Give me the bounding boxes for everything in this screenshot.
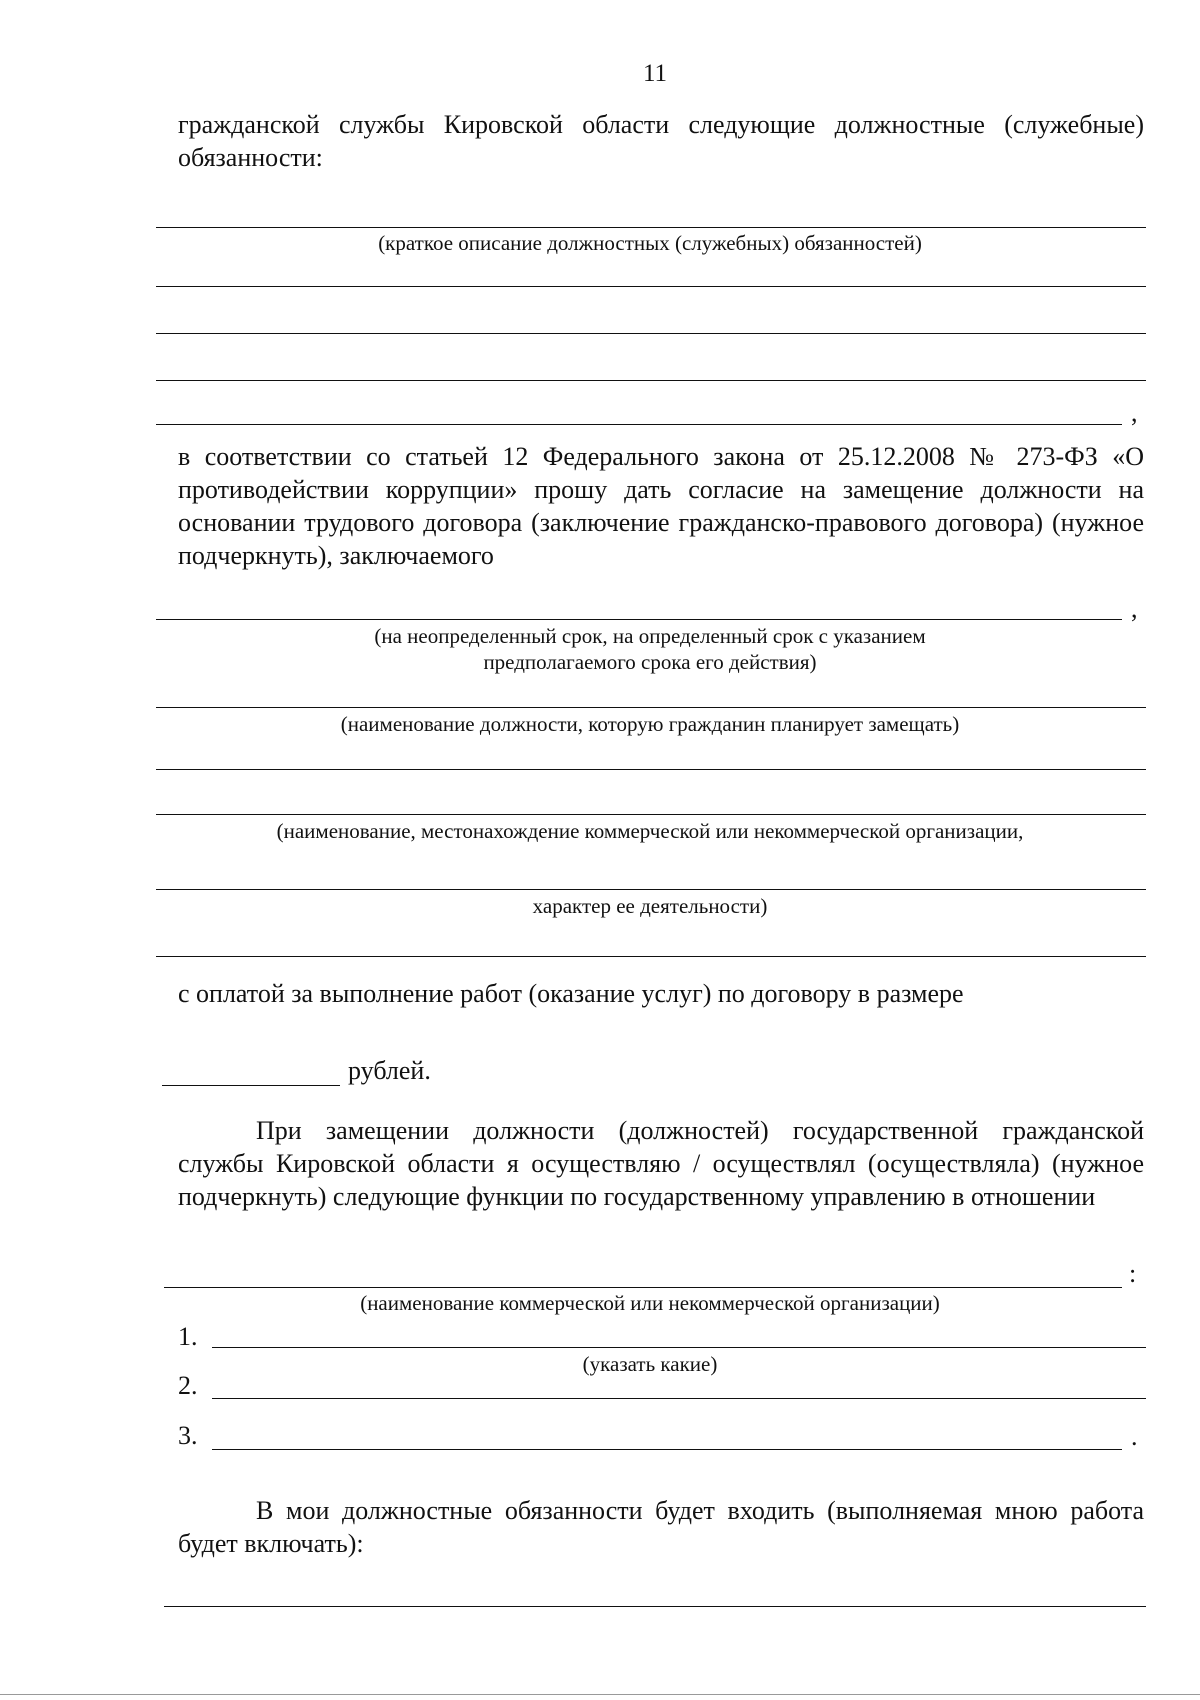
org-line-3[interactable] [156,956,1146,957]
list-item-1-number: 1. [178,1322,198,1351]
page-number: 11 [642,60,668,87]
org-line-1[interactable] [156,814,1146,815]
duties-line-3[interactable] [156,333,1146,334]
term-line[interactable] [156,619,1122,620]
duties-line-4[interactable] [156,380,1146,381]
position-line[interactable] [156,707,1146,708]
functions-paragraph: При замещении должности (должностей) государственной гражданской службы Кировской области я осуществляю / осуществлял (осуществляла) (нужное подчеркнуть) следующие функции по государственному управлению в отношении [178,1116,1144,1211]
duties-next-paragraph: В мои должностные обязанности будет входить (выполняемая мною работа будет включать): [178,1496,1144,1558]
rubles-label: рублей. [348,1056,431,1085]
scan-edge [0,1694,1200,1695]
position-caption: (наименование должности, которую гражданин планирует замещать) [340,712,960,736]
intro-paragraph: гражданской службы Кировской области следующие должностные (служебные) обязанности: [178,110,1144,172]
duties-line-1[interactable] [156,227,1146,228]
position-line-2[interactable] [156,769,1146,770]
list-item-2-line[interactable] [212,1398,1146,1399]
org-caption-2: характер ее деятельности) [532,894,768,918]
org-caption-1: (наименование, местонахождение коммерческой или некоммерческой организации, [276,819,1024,843]
term-caption-2: предполагаемого срока его действия) [483,650,817,674]
org-name-line[interactable] [164,1287,1122,1288]
payment-paragraph: с оплатой за выполнение работ (оказание услуг) по договору в размере [178,979,964,1008]
comma-mark: , [1131,594,1138,623]
period-mark: . [1131,1422,1138,1451]
list-item-3-line[interactable] [212,1449,1122,1450]
list-item-3-number: 3. [178,1421,198,1450]
list-item-2-number: 2. [178,1371,198,1400]
duties-caption: (краткое описание должностных (служебных) обязанностей) [378,231,922,255]
duties-next-line[interactable] [164,1606,1146,1607]
duties-line-2[interactable] [156,286,1146,287]
org-name-caption: (наименование коммерческой или некоммерческой организации) [360,1291,940,1315]
colon-mark: : [1129,1259,1137,1288]
duties-line-5[interactable] [156,424,1122,425]
org-line-2[interactable] [156,889,1146,890]
which-caption: (указать какие) [582,1352,718,1376]
list-item-1-line[interactable] [212,1347,1146,1348]
amount-line[interactable] [162,1085,340,1086]
term-caption-1: (на неопределенный срок, на определенный срок с указанием [374,624,926,648]
consent-paragraph: в соответствии со статьей 12 Федерального закона от 25.12.2008 № 273-ФЗ «О противодействии коррупции» прошу дать согласие на замещение должности на основании трудового договора (заключение гражданско-правового договора) (нужное подчеркнуть), заключаемого [178,442,1144,570]
comma-mark: , [1131,398,1138,427]
